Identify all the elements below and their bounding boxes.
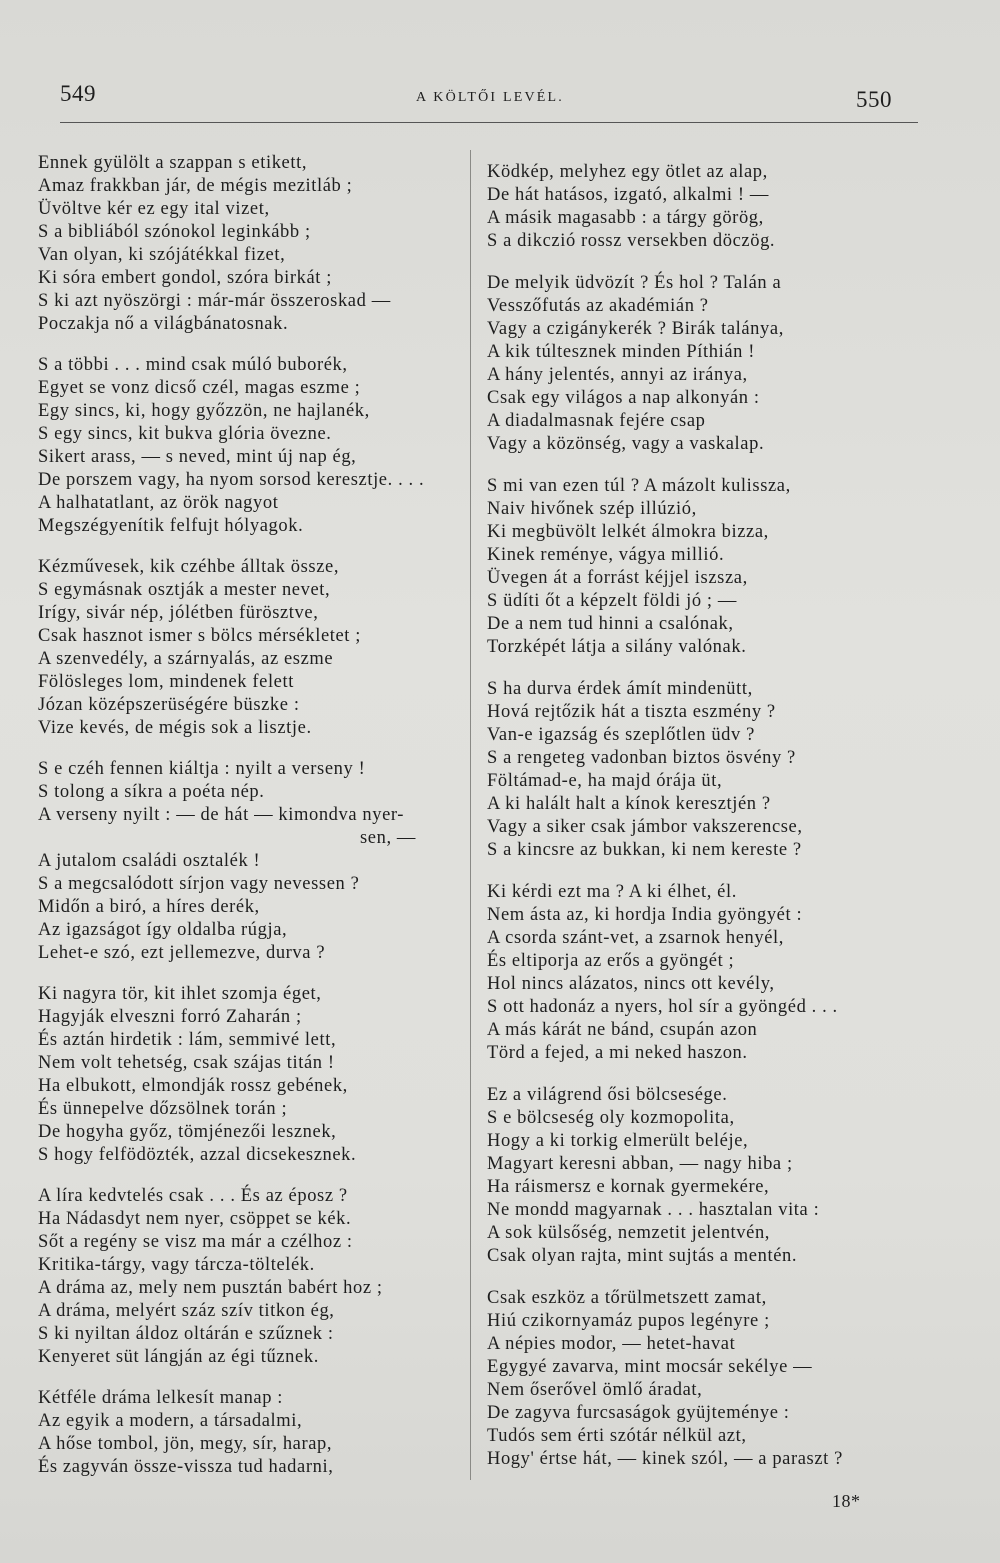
verse-line: A más kárát ne bánd, csupán azon	[487, 1020, 758, 1040]
verse-line: Vagy a siker csak jámbor vakszerencse,	[487, 817, 803, 837]
verse-line: Vagy a közönség, vagy a vaskalap.	[487, 434, 765, 454]
stanza	[487, 1084, 912, 1268]
verse-line: A hőse tombol, jön, megy, sír, harap,	[38, 1434, 333, 1454]
page-number-left: 549	[60, 81, 96, 106]
stanza	[38, 556, 463, 740]
running-title	[0, 88, 1000, 108]
verse-line: De zagyva furcsaságok gyüjteménye :	[487, 1403, 790, 1423]
verse-line: Sőt a regény se visz ma már a czélhoz :	[38, 1232, 353, 1252]
stanza	[487, 881, 912, 1065]
verse-line: S e bölcseség oly kozmopolita,	[487, 1108, 735, 1128]
verse-line: S a többi . . . mind csak múló buborék,	[38, 355, 348, 375]
verse-line: Egy sincs, ki, hogy győzzön, ne hajlanék,	[38, 401, 370, 421]
verse-line: S tolong a síkra a poéta nép.	[38, 782, 265, 802]
verse-line: Megszégyenítik felfujt hólyagok.	[38, 516, 304, 536]
signature-mark: 18*	[832, 1491, 861, 1511]
verse-line: Torzképét látja a silány valónak.	[487, 637, 747, 657]
verse-line: A másik magasabb : a tárgy görög,	[487, 208, 764, 228]
verse-line: Midőn a biró, a híres derék,	[38, 897, 260, 917]
verse-line: Üvöltve kér ez egy ital vizet,	[38, 199, 270, 219]
verse-line: Hiú czikornyamáz pupos legényre ;	[487, 1311, 770, 1331]
verse-line: Kézművesek, kik czéhbe álltak össze,	[38, 557, 340, 577]
verse-line: De a nem tud hinni a csalónak,	[487, 614, 734, 634]
verse-line: Ennek gyülölt a szappan s etikett,	[38, 153, 308, 173]
verse-line: S ki azt nyöszörgi : már-már összeroskad —	[38, 291, 391, 311]
verse-line: Kinek reménye, vágya millió.	[487, 545, 725, 565]
verse-line: A halhatatlant, az örök nagyot	[38, 493, 279, 513]
stanza	[38, 354, 463, 538]
verse-line: Ki megbüvölt lelkét álmokra bizza,	[487, 522, 769, 542]
verse-line: Üvegen át a forrást kéjjel iszsza,	[487, 568, 748, 588]
verse-line: Fölösleges lom, mindenek felett	[38, 672, 294, 692]
verse-line: Hogy' értse hát, — kinek szól, — a paraszt ?	[487, 1449, 843, 1469]
verse-line: És ünnepelve dőzsölnek torán ;	[38, 1099, 288, 1119]
verse-line: Nem volt tehetség, csak szájas titán !	[38, 1053, 335, 1073]
verse-line: S üdíti őt a képzelt földi jó ; —	[487, 591, 737, 611]
verse-line: Józan középszerüségére büszke :	[38, 695, 300, 715]
header-rule	[60, 122, 918, 123]
verse-line: De porszem vagy, ha nyom sorsod keresztje. . . .	[38, 470, 425, 490]
verse-line: Van olyan, ki szójátékkal fizet,	[38, 245, 286, 265]
stanza	[487, 272, 912, 456]
verse-line: Ha ráismersz e kornak gyermekére,	[487, 1177, 770, 1197]
verse-line: De hát hatásos, izgató, alkalmi ! —	[487, 185, 769, 205]
verse-line: Egygyé zavarva, mint mocsár sekélye —	[487, 1357, 813, 1377]
verse-line: Ne mondd magyarnak . . . hasztalan vita :	[487, 1200, 820, 1220]
verse-line: És aztán hirdetik : lám, semmivé lett,	[38, 1030, 337, 1050]
verse-line: Hogy a ki torkig elmerült beléje,	[487, 1131, 749, 1151]
verse-line: Vagy a czigánykerék ? Birák talánya,	[487, 319, 784, 339]
column-divider	[470, 150, 471, 1480]
verse-line: A ki halált halt a kínok keresztjén ?	[487, 794, 771, 814]
verse-line: A diadalmasnak fejére csap	[487, 411, 706, 431]
verse-line: A dráma az, mely nem pusztán babért hoz ;	[38, 1278, 383, 1298]
verse-line: Hová rejtőzik hát a tiszta eszmény ?	[487, 702, 776, 722]
verse-line: És eltiporja az erős a gyöngét ;	[487, 951, 735, 971]
verse-line: Naiv hivőnek szép illúzió,	[487, 499, 697, 519]
verse-line: Poczakja nő a világbánatosnak.	[38, 314, 289, 334]
verse-line: Amaz frakkban jár, de mégis mezitláb ;	[38, 176, 353, 196]
verse-line: S a megcsalódott sírjon vagy nevessen ?	[38, 874, 360, 894]
stanza	[487, 678, 912, 862]
verse-line: Kritika-tárgy, vagy tárcza-töltelék.	[38, 1255, 315, 1275]
verse-line: A hány jelentés, annyi az iránya,	[487, 365, 748, 385]
running-title-text: A KÖLTŐI LEVÉL.	[416, 90, 564, 105]
verse-line: A líra kedvtelés csak . . . És az éposz ?	[38, 1186, 348, 1206]
verse-line: De melyik üdvözít ? És hol ? Talán a	[487, 273, 782, 293]
verse-line: Törd a fejed, a mi neked haszon.	[487, 1043, 748, 1063]
verse-line: Magyart keresni abban, — nagy hiba ;	[487, 1154, 793, 1174]
verse-line: Csak olyan rajta, mint sujtás a mentén.	[487, 1246, 798, 1266]
verse-line: Ködkép, melyhez egy ötlet az alap,	[487, 162, 768, 182]
verse-line: Csak hasznot ismer s bölcs mérsékletet ;	[38, 626, 362, 646]
stanza	[487, 475, 912, 659]
verse-line: S egymásnak osztják a mester nevet,	[38, 580, 331, 600]
verse-line: Ki sóra embert gondol, szóra birkát ;	[38, 268, 332, 288]
verse-line: S hogy felfödözték, azzal dicsekesznek.	[38, 1145, 357, 1165]
verse-line: A szenvedély, a szárnyalás, az eszme	[38, 649, 334, 669]
verse-line: Vize kevés, de mégis sok a lisztje.	[38, 718, 312, 738]
page-number-right: 550	[856, 87, 892, 112]
stanza	[38, 1387, 463, 1479]
verse-line: Nem őserővel ömlő áradat,	[487, 1380, 703, 1400]
stanza	[38, 983, 463, 1167]
verse-line: Ez a világrend ősi bölcsesége.	[487, 1085, 728, 1105]
stanza	[38, 758, 463, 965]
verse-line: Föltámad-e, ha majd órája üt,	[487, 771, 723, 791]
verse-line: S ki nyiltan áldoz oltárán e szűznek :	[38, 1324, 334, 1344]
stanza	[38, 1185, 463, 1369]
verse-line: S egy sincs, kit bukva glória övezne.	[38, 424, 332, 444]
verse-line: Nem ásta az, ki hordja India gyöngyét :	[487, 905, 803, 925]
verse-line: A jutalom családi osztalék !	[38, 851, 261, 871]
verse-line: Ki nagyra tör, kit ihlet szomja éget,	[38, 984, 322, 1004]
verse-line: S a kincsre az bukkan, ki nem kereste ?	[487, 840, 802, 860]
verse-line: Az igazságot így oldalba rúgja,	[38, 920, 288, 940]
verse-line: Csak eszköz a tőrülmetszett zamat,	[487, 1288, 767, 1308]
verse-line: S ha durva érdek ámít mindenütt,	[487, 679, 753, 699]
verse-line: Kétféle dráma lelkesít manap :	[38, 1388, 284, 1408]
verse-line: Ki kérdi ezt ma ? A ki élhet, él.	[487, 882, 737, 902]
verse-line: S a bibliából szónokol leginkább ;	[38, 222, 311, 242]
verse-line: Lehet-e szó, ezt jellemezve, durva ?	[38, 943, 326, 963]
verse-line: Hagyják elveszni forró Zaharán ;	[38, 1007, 302, 1027]
stanza	[38, 152, 463, 336]
verse-line: Egyet se vonz dicső czél, magas eszme ;	[38, 378, 361, 398]
verse-line: Ha elbukott, elmondják rossz gebének,	[38, 1076, 348, 1096]
stanza	[487, 1287, 912, 1471]
verse-line: A népies modor, — hetet-havat	[487, 1334, 736, 1354]
verse-line: Tudós sem érti szótár nélkül azt,	[487, 1426, 747, 1446]
verse-line: Sikert arass, — s neved, mint új nap ég,	[38, 447, 357, 467]
verse-line: Az egyik a modern, a társadalmi,	[38, 1411, 303, 1431]
verse-line: A dráma, melyért száz szív titkon ég,	[38, 1301, 335, 1321]
verse-line: Kenyeret süt lángján az égi tűznek.	[38, 1347, 319, 1367]
verse-line: Irígy, sivár nép, jólétben fürösztve,	[38, 603, 319, 623]
verse-line: A csorda szánt-vet, a zsarnok henyél,	[487, 928, 785, 948]
verse-line: Ha Nádasdyt nem nyer, csöppet se kék.	[38, 1209, 352, 1229]
verse-line: A sok külsőség, nemzetit jelentvén,	[487, 1223, 771, 1243]
verse-line: S e czéh fennen kiáltja : nyilt a verseny !	[38, 759, 366, 779]
verse-line: S mi van ezen túl ? A mázolt kulissza,	[487, 476, 791, 496]
left-column	[38, 152, 463, 1497]
verse-line: Csak egy világos a nap alkonyán :	[487, 388, 760, 408]
verse-line: S a dikczió rossz versekben döczög.	[487, 231, 776, 251]
verse-line: S a rengeteg vadonban biztos ösvény ?	[487, 748, 796, 768]
verse-line: Hol nincs alázatos, nincs ott kevély,	[487, 974, 775, 994]
verse-line: És zagyván össze-vissza tud hadarni,	[38, 1457, 334, 1477]
verse-line-turnover: sen, —	[360, 828, 417, 848]
stanza	[487, 161, 912, 253]
verse-line: A verseny nyilt : — de hát — kimondva nyer-	[38, 805, 405, 825]
verse-line: Van-e igazság és szeplőtlen üdv ?	[487, 725, 755, 745]
verse-line: A kik túltesznek minden Píthián !	[487, 342, 755, 362]
verse-line: Vesszőfutás az akadémián ?	[487, 296, 709, 316]
verse-line: S ott hadonáz a nyers, hol sír a gyöngéd . . .	[487, 997, 838, 1017]
verse-line: De hogyha győz, tömjénezői lesznek,	[38, 1122, 337, 1142]
right-column	[487, 161, 912, 1490]
